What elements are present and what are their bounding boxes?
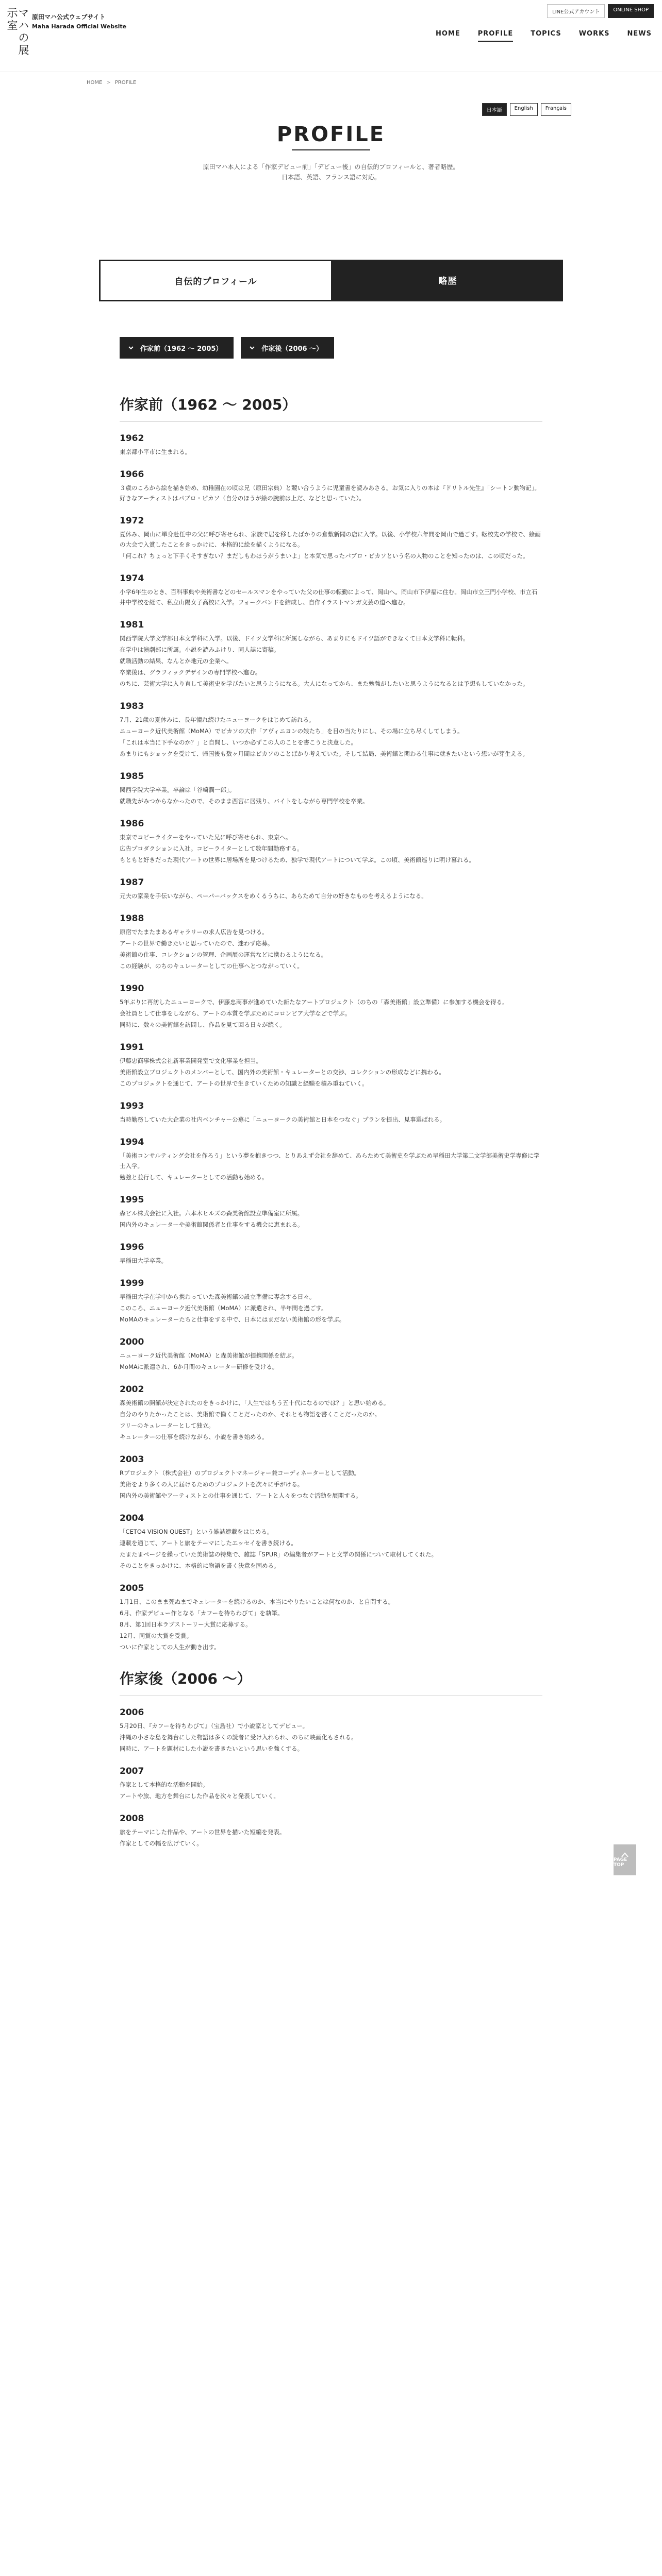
lead-line: 原田マハ本人による「作家デビュー前」「デビュー後」の自伝的プロフィールと、著者略歴。 [203, 163, 459, 171]
global-nav [436, 30, 652, 42]
entry-paragraph: 当時勤務していた大企業の社内ベンチャー公募に「ニューヨークの美術館と日本をつなぐ」プランを提出、見事選ばれる。 [120, 1116, 446, 1123]
entry-text [120, 1056, 542, 1089]
entry-paragraph: 「美術コンサルティング会社を作ろう」という夢を抱きつつ、とりあえず会社を辞めて、あらためて美術史を学ぶため早稲田大学第二文学部美術史学専修に学士入学。 [120, 1152, 540, 1170]
nav-profile[interactable]: PROFILE [478, 30, 513, 42]
entry-paragraph: 美術をより多くの人に届けるためのプロジェクトを次々に手がける。 [120, 1481, 304, 1488]
entry-paragraph: 国内外のキュレーターや美術館関係者と仕事をする機会に恵まれる。 [120, 1221, 304, 1228]
entry-paragraph: 広告プロダクションに入社。コピーライターとして数年間勤務する。 [120, 845, 303, 852]
entry-text [120, 1827, 542, 1849]
entry-year: 2002 [120, 1384, 144, 1395]
entry-year: 1996 [120, 1242, 144, 1252]
site-header [0, 0, 662, 72]
entry-year: 1993 [120, 1101, 144, 1111]
page-top-label: PAGE TOP [614, 1857, 627, 1868]
entry-paragraph: キュレーターの仕事を続けながら、小説を書き始める。 [120, 1433, 268, 1440]
entry-paragraph: 小学6年生のとき、百科事典や美術書などのセールスマンをやっていた父の仕事の転勤によって、岡山へ。岡山市下伊福に住む。岡山市立三門小学校、市立石井中学校を経て、私立山陽女子高校に入学。フォークバンドを結成し、自作イラストマンガ文芸の道へ進む。 [120, 588, 538, 606]
entry-paragraph: 作家としての幅を広げていく。 [120, 1840, 203, 1847]
entry-paragraph: 在学中は演劇部に所属。小説を読みふけり、同人誌に寄稿。 [120, 646, 280, 653]
page-title: PROFILE [276, 123, 386, 146]
entry-paragraph: 沖縄の小さな島を舞台にした物語は多くの読者に受け入れられ、のちに映画化もされる。 [120, 1734, 357, 1741]
entry-text [120, 1468, 542, 1501]
timeline-entry [120, 1814, 542, 1849]
language-switcher [482, 103, 571, 116]
timeline-entry [120, 1195, 542, 1230]
tabs-divider [99, 300, 563, 301]
entry-text [120, 785, 542, 806]
timeline-entry [120, 1242, 542, 1266]
tab-autobiographical-profile[interactable]: 自伝的プロフィール [99, 260, 333, 300]
entry-text [120, 1208, 542, 1230]
entry-paragraph: 東京でコピーライターをやっていた兄に呼び寄せられ、東京へ。 [120, 834, 292, 841]
entry-paragraph: ニューヨーク近代美術館（MoMA）でピカソの大作「アヴィニヨンの娘たち」を目の当たりにし、その場に立ち尽くしてしまう。 [120, 727, 464, 735]
timeline-entry [120, 771, 542, 806]
timeline-entry [120, 1278, 542, 1325]
entry-paragraph: Rプロジェクト（株式会社）のプロジェクトマネージャー兼コーディネーターとして活動。 [120, 1469, 360, 1477]
entry-text [120, 1780, 542, 1801]
anchor-before-debut[interactable] [120, 337, 234, 359]
entry-text [120, 927, 542, 971]
nav-news[interactable]: NEWS [627, 30, 652, 38]
entry-paragraph: ニューヨーク近代美術館（MoMA）と森美術館が提携関係を結ぶ。 [120, 1352, 298, 1359]
timeline-entry [120, 1583, 542, 1652]
entry-paragraph: 夏休み、岡山に単身赴任中の父に呼び寄せられ、家族で居を移したばかりの倉敷新聞の店に入学。以後、小学校六年間を岡山で過ごす。転校先の学校で、絵画の大会で入賞したことをきっかけに、本格的に絵を描くようになる。 [120, 531, 541, 548]
entry-paragraph: 関西学院大学文学部日本文学科に入学。以後、ドイツ文学科に所属しながら、あまりにもドイツ語ができなくて日本文学科に転科。 [120, 635, 469, 642]
entry-paragraph: 7月、21歳の夏休みに、長年憧れ続けたニューヨークをはじめて訪れる。 [120, 716, 315, 723]
entry-year: 2008 [120, 1814, 144, 1824]
entry-year: 1994 [120, 1137, 144, 1147]
entry-text [120, 715, 542, 759]
page-top-button[interactable] [614, 1844, 636, 1875]
entry-paragraph: 森美術館の開館が決定されたのをきっかけに、「人生ではもう五十代になるのでは？」と思い始める。 [120, 1399, 390, 1406]
entry-paragraph: MoMAに派遣され、6か月間のキュレーター研修を受ける。 [120, 1363, 278, 1370]
timeline-entry [120, 1707, 542, 1754]
timeline-entry [120, 620, 542, 689]
entry-paragraph: ３歳のころから絵を描き始め、幼稚園在の頃は兄（原田宗典）と競い合うように児童書を読みあさる。お気に入りの本は『ドリトル先生』「シートン動物記」。好きなアーティストはパブロ・ピカソ（自分のほうが絵の腕前は上だ、などと思っていた）。 [120, 484, 541, 502]
entry-paragraph: 5月20日、『カフーを待ちわびて』（宝島社）で小説家としてデビュー。 [120, 1722, 309, 1730]
entry-paragraph: 東京都小平市に生まれる。 [120, 448, 191, 455]
timeline-entry [120, 516, 542, 561]
section-anchors [120, 337, 334, 359]
entry-year: 1974 [120, 573, 144, 584]
entry-text [120, 529, 542, 561]
entry-year: 1985 [120, 771, 144, 782]
timeline-entry [120, 819, 542, 865]
site-name-en: Maha Harada Official Website [32, 23, 127, 30]
entry-paragraph: 就職活動の結果、なんとか地元の企業へ。 [120, 657, 233, 665]
entry-paragraph: もともと好きだった現代アートの世界に居場所を見つけるため、独学で現代アートについて学ぶ。この頃、美術館巡りに明け暮れる。 [120, 856, 475, 863]
entry-paragraph: 美術館の仕事、コレクションの管理、企画展の運営などに携わるようになる。 [120, 951, 327, 958]
entry-year: 1988 [120, 913, 144, 924]
timeline-entry [120, 1042, 542, 1089]
entry-paragraph: このプロジェクトを通じて、アートの世界で生きていくための知識と経験を積み重ねていく。 [120, 1080, 368, 1087]
page-lead [0, 162, 662, 182]
entry-paragraph: 同時に、数々の美術館を訪問し、作品を見て回る日々が続く。 [120, 1021, 286, 1028]
entry-paragraph: 就職先がみつからなかったので、そのまま西宮に居残り、バイトをしながら専門学校を卒業。 [120, 798, 369, 805]
timeline-entry [120, 701, 542, 759]
tab-biography[interactable]: 略歴 [333, 260, 563, 300]
entry-text [120, 587, 542, 607]
entry-paragraph: 元夫の家業を手伝いながら、ペーパーバックスをめくるうちに、あらためて自分の好きなものを考えるようになる。 [120, 892, 427, 900]
anchor-label: 作家前（1962 〜 2005） [140, 345, 223, 353]
entry-paragraph: この経験が、のちのキュレーターとしての仕事へとつながっていく。 [120, 962, 304, 970]
entry-text [120, 832, 542, 865]
entry-year: 1986 [120, 819, 144, 829]
lead-line: 日本語、英語、フランス語に対応。 [282, 174, 380, 181]
timeline-entry [120, 1337, 542, 1372]
breadcrumb-separator: > [106, 79, 111, 86]
chevron-down-icon [128, 345, 134, 351]
entry-paragraph: 同時に、アートを題材にした小説を書きたいという思いを強くする。 [120, 1745, 304, 1752]
entry-year: 1990 [120, 984, 144, 994]
entry-paragraph: 勉強と並行して、キュレーターとしての活動も始める。 [120, 1174, 268, 1181]
entry-text [120, 483, 542, 503]
nav-home[interactable]: HOME [436, 30, 460, 38]
online-shop-button[interactable]: ONLINE SHOP [608, 4, 654, 18]
entry-paragraph: 国内外の美術館やアーティストとの仕事を通じて、アートと人々をつなぐ活動を展開する。 [120, 1492, 362, 1499]
entry-text [120, 1114, 542, 1125]
entry-paragraph: 自分のやりたかったことは、美術館で働くことだったのか、それとも物語を書くことだったのか。 [120, 1411, 380, 1418]
entry-paragraph: このころ、ニューヨーク近代美術館（MoMA）に派遣され、半年間を過ごす。 [120, 1304, 327, 1312]
entry-year: 2003 [120, 1454, 144, 1465]
entry-paragraph: 旅をテーマにした作品や、アートの世界を描いた短編を発表。 [120, 1828, 286, 1836]
entry-paragraph: MoMAのキュレーターたちと仕事をする中で、日本にはまだない美術館の形を学ぶ。 [120, 1316, 345, 1323]
entry-paragraph: 連載を通じて、アートと旅をテーマにしたエッセイを書き続ける。 [120, 1539, 297, 1547]
lang-french[interactable]: Français [541, 103, 571, 116]
entry-paragraph: 1月1日、このまま死ぬまでキュレーターを続けるのか、本当にやりたいことは何なのか、と自問する。 [120, 1598, 394, 1605]
timeline-entry [120, 469, 542, 503]
title-underline [292, 149, 370, 150]
lang-japanese[interactable]: 日本語 [482, 103, 507, 116]
breadcrumb-home[interactable]: HOME [87, 79, 103, 86]
entry-year: 1966 [120, 469, 144, 480]
entry-year: 2000 [120, 1337, 144, 1347]
entry-paragraph: 関西学院大学卒業。卒論は「谷崎潤一郎」。 [120, 786, 236, 793]
entry-year: 1991 [120, 1042, 144, 1053]
entry-year: 2007 [120, 1766, 144, 1776]
entry-year: 1972 [120, 516, 144, 526]
entry-text [120, 1721, 542, 1754]
timeline-entry [120, 877, 542, 901]
entry-paragraph: 「これは本当に下手なのか？」と自問し、いつか必ずこの人のことを書こうと決意した。 [120, 739, 357, 746]
entry-paragraph: 原宿でたまたまあるギャラリーの求人広告を見つける。 [120, 928, 268, 936]
entry-text [120, 1527, 542, 1571]
entry-text [120, 997, 542, 1030]
timeline-entry [120, 433, 542, 457]
entry-text [120, 633, 542, 689]
lang-english[interactable]: English [510, 103, 538, 116]
entry-text [120, 1398, 542, 1442]
entry-paragraph: たまたまページを繰っていた美術誌の特集で、雑誌「SPUR」の編集者がアートと文学の関係について取材してくれた。 [120, 1551, 438, 1558]
chevron-down-icon [249, 345, 255, 351]
entry-text [120, 1150, 542, 1182]
arrow-up-icon [621, 1852, 628, 1857]
entry-paragraph: 作家として本格的な活動を開始。 [120, 1781, 209, 1788]
entry-year: 2005 [120, 1583, 144, 1594]
entry-paragraph: 森ビル株式会社に入社。六本木ヒルズの森美術館設立準備室に所属。 [120, 1210, 304, 1217]
entry-paragraph: そのことをきっかけに、本格的に物語を書く決意を固める。 [120, 1562, 280, 1569]
entry-year: 2006 [120, 1707, 144, 1718]
entry-paragraph: フリーのキュレーターとして独立。 [120, 1422, 214, 1429]
timeline-entry [120, 1766, 542, 1801]
utility-links [547, 4, 654, 18]
anchor-label: 作家後（2006 〜） [261, 345, 323, 353]
entry-paragraph: 早稲田大学在学中から携わっていた森美術館の設立準備に専念する日々。 [120, 1293, 316, 1300]
entry-year: 1981 [120, 620, 144, 630]
section-heading: 作家前（1962 〜 2005） [120, 394, 542, 422]
line-account-button[interactable]: LINE公式アカウント [547, 4, 605, 18]
entry-paragraph: 会社員として仕事をしながら、アートの本質を学ぶためにコロンビア大学などで学ぶ。 [120, 1010, 351, 1017]
nav-topics[interactable]: TOPICS [531, 30, 561, 38]
entry-year: 1999 [120, 1278, 144, 1289]
timeline-entry [120, 984, 542, 1030]
entry-paragraph: 「CETO4 VISION QUEST」という雑誌連載をはじめる。 [120, 1528, 273, 1535]
entry-paragraph: 12月、同賞の大賞を受賞。 [120, 1632, 193, 1639]
breadcrumb-current: PROFILE [114, 79, 137, 86]
entry-year: 1995 [120, 1195, 144, 1205]
breadcrumb [0, 72, 662, 93]
timeline-entry [120, 1101, 542, 1125]
timeline-entry [120, 1137, 542, 1182]
entry-year: 1962 [120, 433, 144, 444]
anchor-after-debut[interactable] [241, 337, 334, 359]
section-heading: 作家後（2006 〜） [120, 1668, 542, 1696]
entry-paragraph: 卒業後は、グラフィックデザインの専門学校へ進む。 [120, 669, 261, 676]
entry-paragraph: 早稲田大学卒業。 [120, 1257, 167, 1264]
entry-paragraph: 美術館設立プロジェクトのメンバーとして、国内外の美術館・キュレーターとの交渉、コレクションの形成などに携わる。 [120, 1069, 445, 1076]
entry-year: 1983 [120, 701, 144, 711]
site-name [32, 12, 126, 30]
entry-paragraph: アートや旅、地方を舞台にした作品を次々と発表していく。 [120, 1792, 279, 1800]
site-logo[interactable] [6, 7, 30, 64]
timeline-entry [120, 1513, 542, 1571]
entry-paragraph: 伊藤忠商事株式会社新事業開発室で文化事業を担当。 [120, 1057, 262, 1064]
entry-year: 2004 [120, 1513, 144, 1523]
logo-text: マハの展示室 [6, 7, 29, 57]
entry-paragraph: 「何これ？ちょっと下手くそすぎない？まだしもわほうがうまいよ」と本気で思ったパブロ・ピカソという名の人物のことを知ったのは、この頃だった。 [120, 552, 529, 560]
timeline-entry [120, 573, 542, 607]
entry-paragraph: のちに、芸術大学に入り直して美術史を学びたいと思うようになる。大人になってから、また勉強がしたいと思うようになるとは予想もしていなかった。 [120, 680, 529, 687]
entry-text [120, 1350, 542, 1372]
timeline-entry [120, 1384, 542, 1442]
entry-text [120, 891, 542, 901]
entry-text [120, 1256, 542, 1266]
entry-paragraph: 8月、第1回日本ラブストーリー大賞に応募する。 [120, 1621, 252, 1628]
timeline-entry [120, 913, 542, 971]
nav-works[interactable]: WORKS [578, 30, 610, 38]
entry-paragraph: 6月、作家デビュー作となる「カフーを待ちわびて」を執筆。 [120, 1609, 284, 1617]
entry-paragraph: あまりにもショックを受けて、帰国後も数ヶ月間はピカソのことばかり考えていた。そして結局、美術館と関わる仕事に就きたいという想いが芽生える。 [120, 750, 529, 757]
timeline-entry [120, 1454, 542, 1501]
profile-content [120, 394, 542, 1861]
entry-text [120, 1292, 542, 1325]
site-name-jp: 原田マハ公式ウェブサイト [32, 13, 106, 21]
entry-paragraph: 5年ぶりに再訪したニューヨークで、伊藤忠商事が進めていた新たなアートプロジェクト（のちの「森美術館」設立準備）に参加する機会を得る。 [120, 998, 508, 1006]
entry-text [120, 447, 542, 457]
entry-paragraph: アートの世界で働きたいと思っていたので、迷わず応募。 [120, 940, 274, 947]
profile-tabs [99, 260, 563, 300]
entry-paragraph: ついに作家としての人生が動き出す。 [120, 1643, 220, 1651]
entry-year: 1987 [120, 877, 144, 888]
entry-text [120, 1597, 542, 1652]
